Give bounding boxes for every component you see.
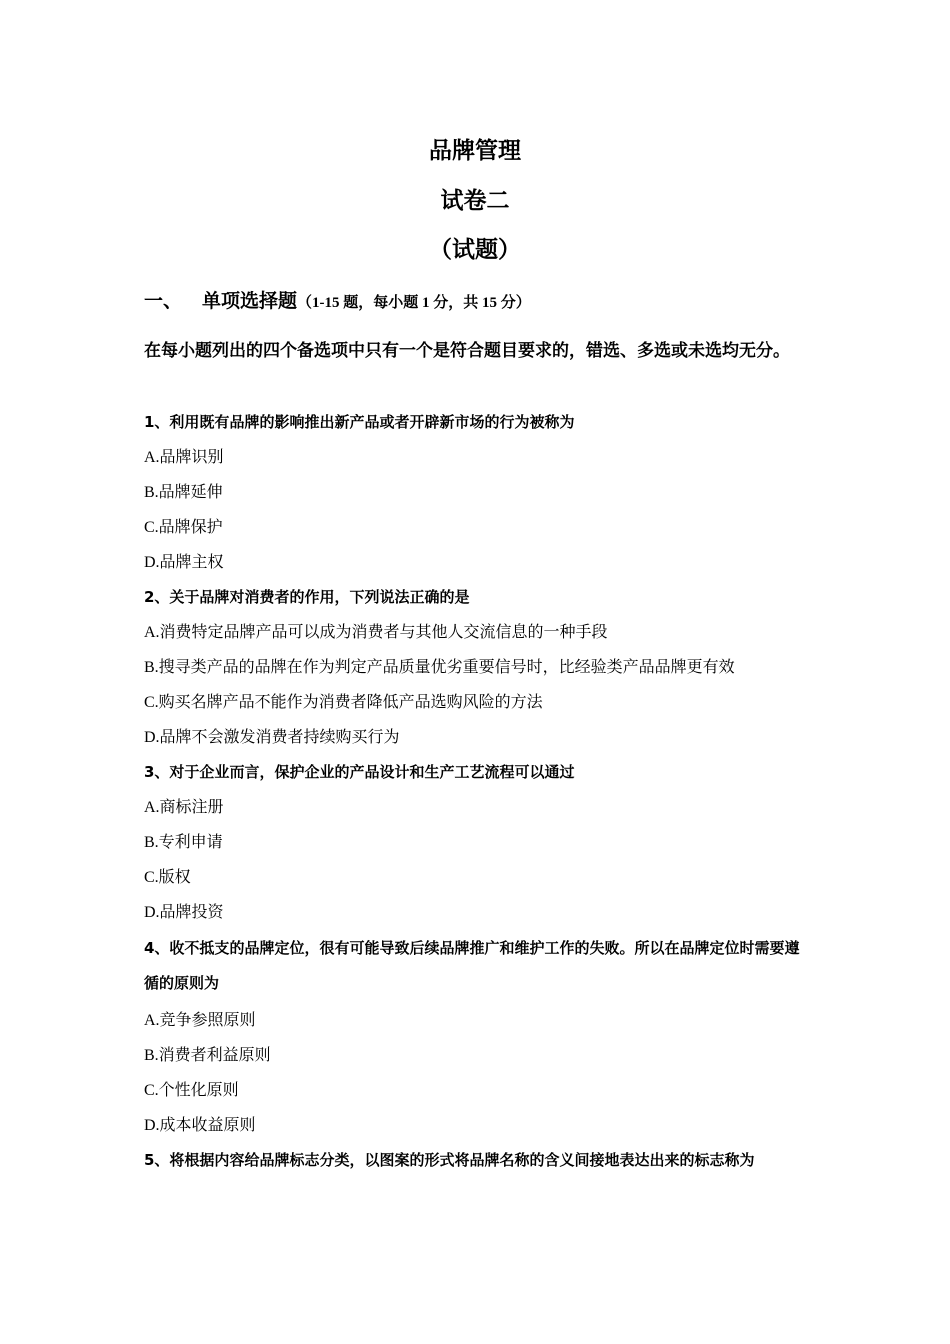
- question-option: B.专利申请: [144, 834, 223, 851]
- question-option: D.品牌不会激发消费者持续购买行为: [144, 729, 400, 746]
- question-option: B.搜寻类产品的品牌在作为判定产品质量优劣重要信号时，比经验类产品品牌更有效: [144, 659, 735, 676]
- question-stem: 2、关于品牌对消费者的作用，下列说法正确的是: [144, 588, 470, 606]
- question-option: A.消费特定品牌产品可以成为消费者与其他人交流信息的一种手段: [144, 624, 608, 641]
- section-note: （1-15 题，每小题 1 分，共 15 分）: [297, 295, 531, 311]
- question-option: A.竞争参照原则: [144, 1012, 256, 1029]
- question-option: A.商标注册: [144, 799, 224, 816]
- section-heading: [144, 286, 824, 318]
- question-option: C.版权: [144, 869, 191, 886]
- question-option: C.个性化原则: [144, 1082, 239, 1099]
- exam-subtitle: 试卷二: [440, 188, 510, 214]
- section-instruction: 在每小题列出的四个备选项中只有一个是符合题目要求的，错选、多选或未选均无分。: [144, 341, 790, 361]
- section-title: 单项选择题: [202, 290, 298, 312]
- question-stem: 4、收不抵支的品牌定位，很有可能导致后续品牌推广和维护工作的失败。所以在品牌定位时需要遵循的原则为: [144, 939, 800, 992]
- section-number: 一、: [144, 290, 183, 312]
- question-option: B.品牌延伸: [144, 484, 223, 501]
- question-stem: 1、利用既有品牌的影响推出新产品或者开辟新市场的行为被称为: [144, 413, 575, 431]
- question-option: D.品牌投资: [144, 904, 224, 921]
- question-option: C.购买名牌产品不能作为消费者降低产品选购风险的方法: [144, 694, 543, 711]
- question-stem: 3、对于企业而言，保护企业的产品设计和生产工艺流程可以通过: [144, 763, 575, 781]
- question-stem: 5、将根据内容给品牌标志分类，以图案的形式将品牌名称的含义间接地表达出来的标志称为: [144, 1151, 755, 1169]
- exam-title: 品牌管理: [429, 138, 521, 164]
- question-option: A.品牌识别: [144, 449, 224, 466]
- question-option: D.成本收益原则: [144, 1117, 256, 1134]
- question-option: D.品牌主权: [144, 554, 224, 571]
- exam-tag: （试题）: [429, 237, 521, 263]
- question-option: C.品牌保护: [144, 519, 223, 536]
- question-option: B.消费者利益原则: [144, 1047, 271, 1064]
